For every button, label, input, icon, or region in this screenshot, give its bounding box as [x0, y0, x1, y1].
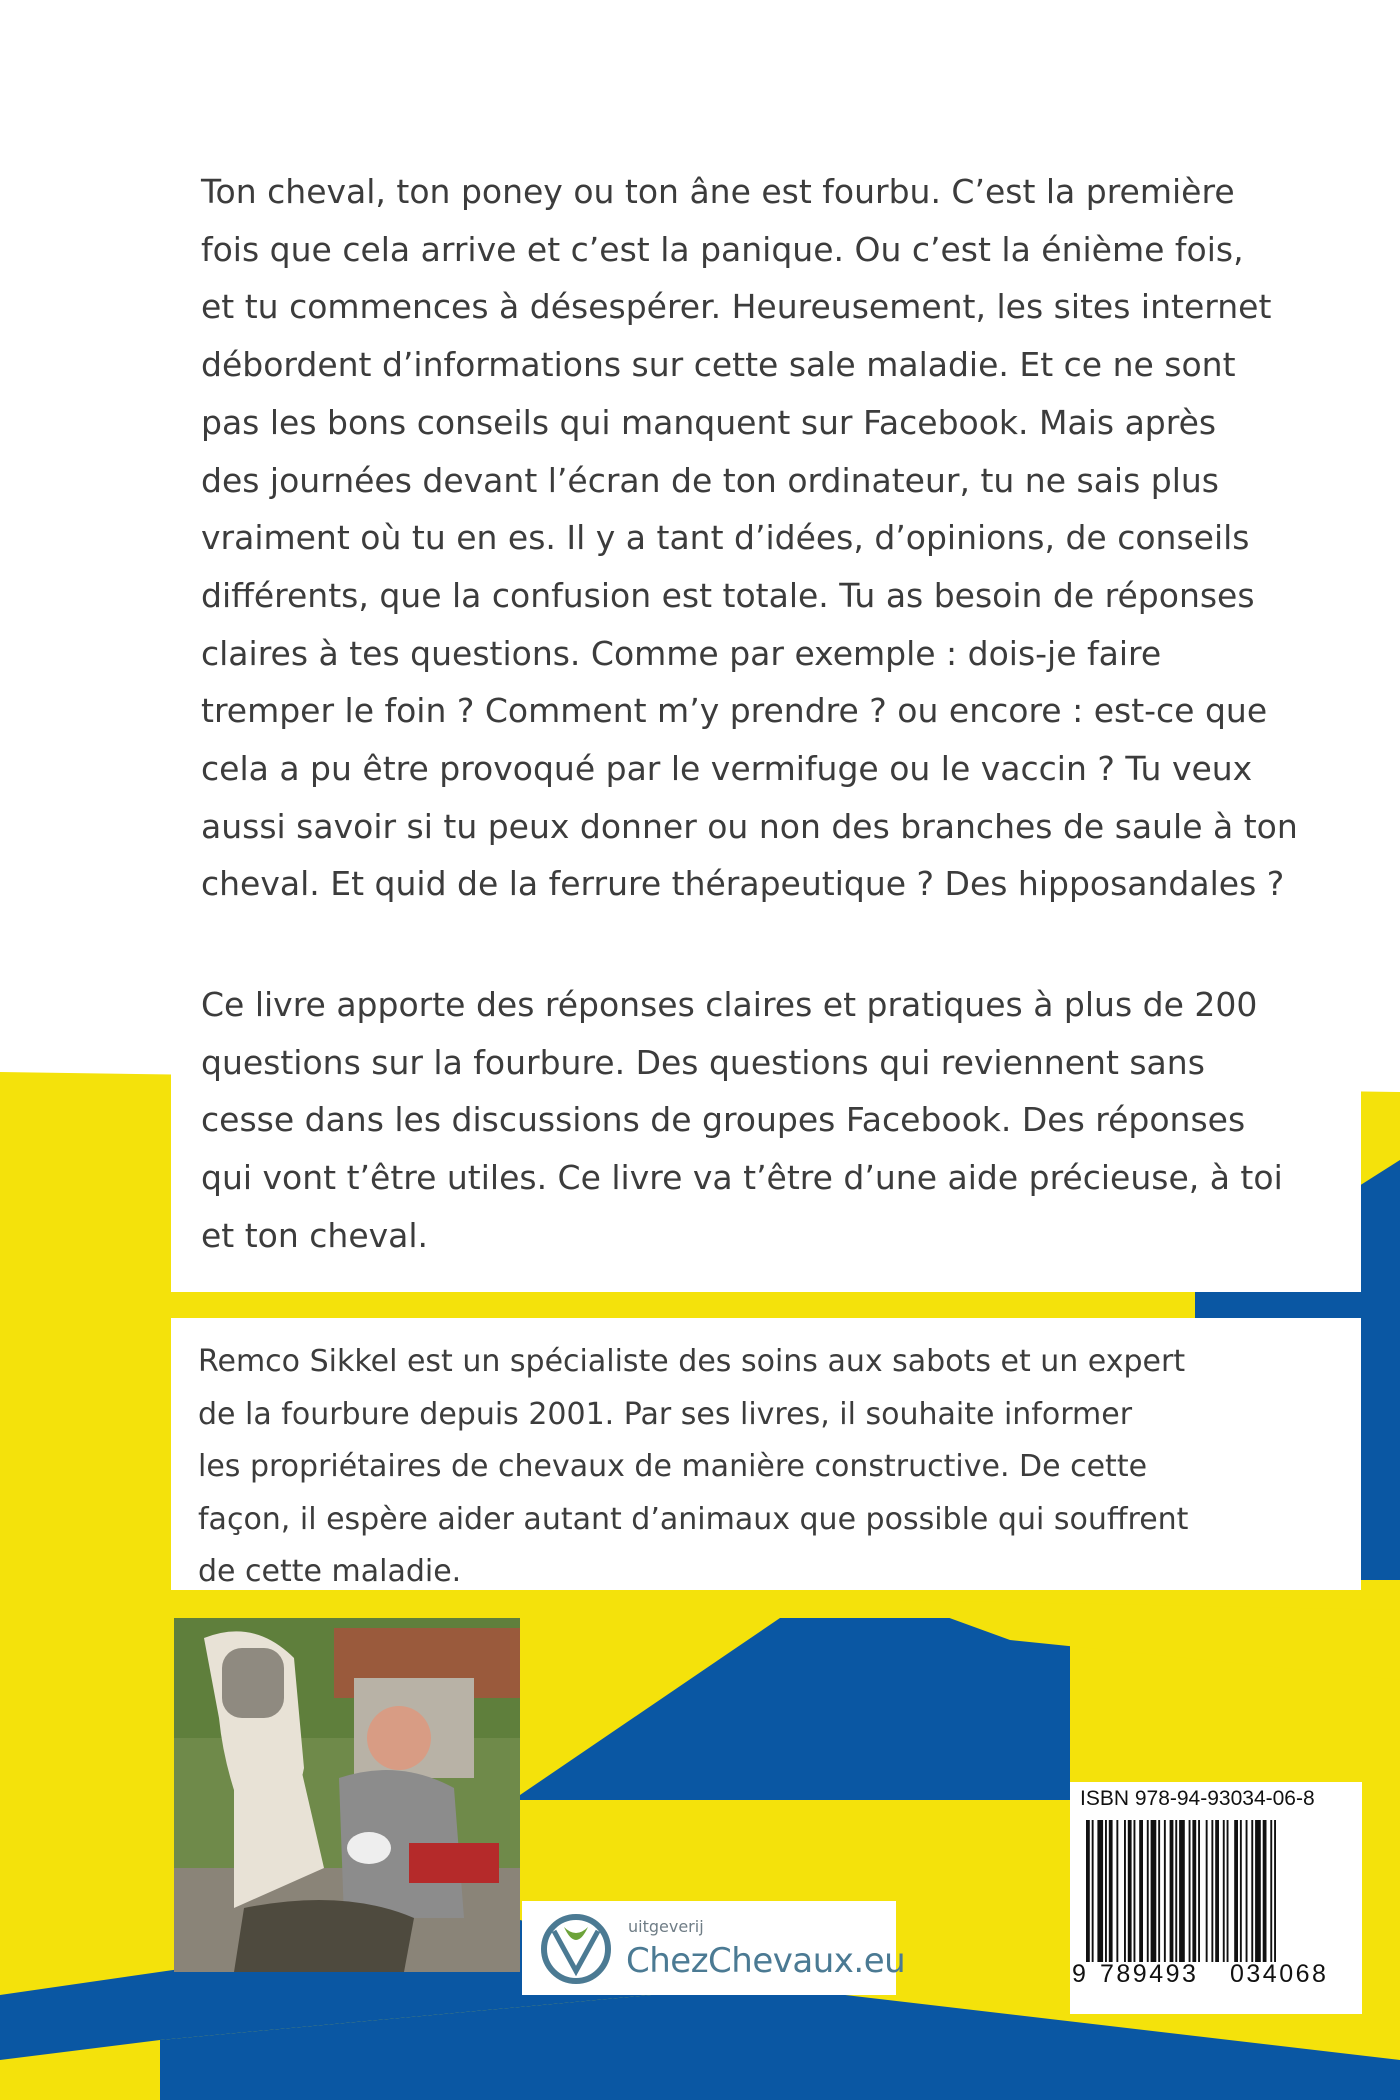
isbn-digits-right: 034068	[1230, 1960, 1329, 1988]
barcode-bar	[1192, 1820, 1196, 1962]
barcode-bar	[1198, 1820, 1200, 1962]
publisher-label: uitgeverij	[628, 1917, 704, 1936]
description-paragraph-2: Ce livre apporte des réponses claires et pratiques à plus de 200 questions sur la fourbure. Des questions qui reviennent sans cesse dans les discussions de groupes Facebook. Des réponses qui vont t’être utiles. Ce livre va t’être d’une aide précieuse, à toi et ton cheval.	[201, 985, 1283, 1255]
barcode-bar	[1105, 1820, 1107, 1962]
barcode-bar	[1147, 1820, 1149, 1962]
publisher-name: ChezChevaux.eu	[626, 1941, 906, 1981]
barcode-bar	[1270, 1820, 1272, 1962]
barcode-bar	[1240, 1820, 1242, 1962]
author-bio: Remco Sikkel est un spécialiste des soins aux sabots et un expert de la fourbure depuis 2001. Par ses livres, il souhaite informer les propriétaires de chevaux de manière constructive. De cette façon, il espère aider autant d’animaux que possible qui souffrent de cette maladie.	[198, 1344, 1189, 1589]
barcode-bar	[1134, 1820, 1136, 1962]
barcode-bar	[1097, 1820, 1103, 1962]
barcode-bar	[1116, 1820, 1118, 1962]
barcode-bar	[1255, 1820, 1261, 1962]
barcode-bar	[1170, 1820, 1174, 1962]
barcode	[1082, 1820, 1346, 1962]
barcode-bar	[1234, 1820, 1238, 1962]
barcode-bar	[1223, 1820, 1225, 1962]
barcode-bar	[1139, 1820, 1143, 1962]
barcode-bar	[1211, 1820, 1213, 1962]
barcode-bar	[1227, 1820, 1229, 1962]
description-paragraph-1: Ton cheval, ton poney ou ton âne est fourbu. C’est la première fois que cela arrive et c’est la panique. Ou c’est la énième fois, et tu commences à désespérer. Heureusement, les sites internet débordent d’informations sur cette sale maladie. Et ce ne sont pas les bons conseils qui manquent sur Facebook. Mais après des journées devant l’écran de ton ordinateur, tu ne sais plus vraiment où tu en es. Il y a tant d’idées, d’opinions, de conseils différents, que la confusion est totale. Tu as besoin de réponses claires à tes questions. Comme par exemple : dois-je faire tremper le foin ? Comment m’y prendre ? ou encore : est-ce que cela a pu être provoqué par le vermifuge ou le vaccin ? Tu veux aussi savoir si tu peux donner ou non des branches de saule à ton cheval. Et quid de la ferrure thérapeutique ? Des hipposandales ?	[201, 172, 1298, 904]
barcode-bar	[1215, 1820, 1219, 1962]
isbn-digits-left: 789493	[1100, 1960, 1199, 1988]
publisher-logo	[522, 1901, 906, 1995]
barcode-bar	[1189, 1820, 1191, 1962]
barcode-bar	[1246, 1820, 1248, 1962]
barcode-bar	[1086, 1820, 1090, 1962]
barcode-bar	[1175, 1820, 1177, 1962]
barcode-bar	[1164, 1820, 1166, 1962]
barcode-bar	[1128, 1820, 1132, 1962]
author-with-horse-photo	[174, 1618, 520, 1972]
barcode-bar	[1151, 1820, 1157, 1962]
isbn-label: ISBN 978-94-93034-06-8	[1080, 1787, 1315, 1810]
barcode-bar	[1251, 1820, 1253, 1962]
barcode-bar	[1274, 1820, 1276, 1962]
horseshoe-logo-icon	[540, 1913, 612, 1985]
barcode-bar	[1263, 1820, 1267, 1962]
barcode-bar	[1158, 1820, 1160, 1962]
barcode-bar	[1206, 1820, 1208, 1962]
isbn-digit-first: 9	[1072, 1960, 1089, 1988]
barcode-bar	[1124, 1820, 1126, 1962]
barcode-bar	[1092, 1820, 1094, 1962]
barcode-bar	[1179, 1820, 1185, 1962]
barcode-bar	[1109, 1820, 1113, 1962]
isbn-barcode-box	[1070, 1782, 1362, 2014]
